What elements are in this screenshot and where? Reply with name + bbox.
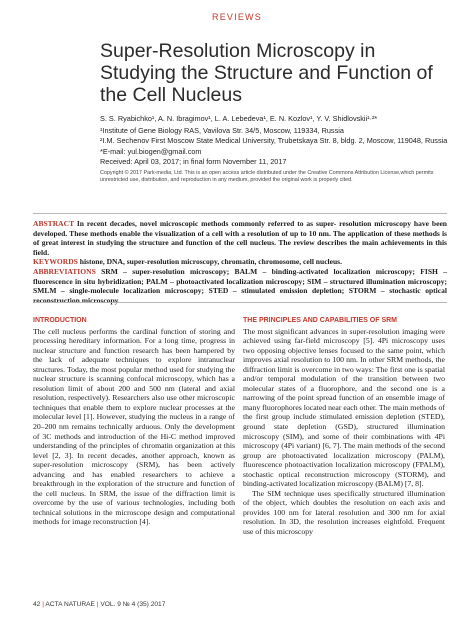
author-list: S. S. Ryabichko¹, A. N. Ibragimov¹, L. A. Lebedeva¹, E. N. Kozlov¹, Y. V. Shidlovskii¹·²*: [100, 114, 378, 123]
journal-name: ACTA NATURAE: [45, 601, 95, 608]
introduction-paragraph: The cell nucleus performs the cardinal function of storing and processing hereditary information. For a long time, progress in nuclear structure and function research has been hampered by the lack of adequate techniques to explore intranuclear structures. Today, the most popular method used for studying the nuclear structure is scanning confocal microscopy, which has a resolution limit of about 200 and 500 nm (lateral and axial resolution, respectively). Researchers also use other microscopic techniques that enable them to explore nuclear processes at the molecular level [1]. However, studying the nucleus in a range of 20–200 nm remains technically arduous. Only the development of 3C methods and introduction of the Hi-C method improved understanding of the principles of chromatin organization at this level [2, 3]. In recent decades, another approach, known as super-resolution microscopy (SRM), has been actively advancing and has enabled researchers to achieve a breakthrough in the exploration of the structure and function of the cell nucleus. In SRM, the issue of the diffraction limit is overcome by the use of various technologies, including both technical solutions in the microscope design and computational methods for image reconstruction [4].: [33, 326, 235, 527]
article-title: Super-Resolution Microscopy in Studying the Structure and Function of the Cell Nucleus: [100, 40, 433, 106]
page-number: 42: [33, 601, 41, 608]
article-metadata: [100, 114, 460, 184]
abstract-text: In recent decades, novel microscopic methods commonly referred to as super- resolution microscopy have been developed. These methods enable the visualization of a cell with a resolution of up to 10 nm. The application of these methods is of great interest in studying the structure and function of the cell nucleus. The review describes the main achievements in this field.: [33, 219, 447, 257]
introduction-heading: INTRODUCTION: [33, 317, 87, 324]
abstract-label: ABSTRACT: [33, 219, 74, 228]
footer-separator-2: |: [96, 601, 99, 608]
keywords: [33, 257, 447, 267]
affiliation-2: ²I.M. Sechenov First Moscow State Medical University, Trubetskaya Str. 8, bldg. 2, Moscow, 119048, Russia: [100, 136, 448, 146]
section-label: REVIEWS: [212, 12, 262, 22]
introduction-column: [33, 316, 235, 527]
top-divider: [33, 213, 447, 214]
footer-separator: |: [42, 601, 44, 608]
affiliation-1: ¹Institute of Gene Biology RAS, Vavilova Str. 34/5, Moscow, 119334, Russia: [100, 125, 344, 135]
principles-column: [243, 316, 445, 537]
received-dates: Received: April 03, 2017; in final form November 11, 2017: [100, 157, 287, 167]
bottom-divider: [33, 302, 447, 303]
copyright-notice: Copyright © 2017 Park-media, Ltd. This is an open access article distributed under the Creative Commons Attribution License,which permits unrestricted use, distribution, and reproduction in any medium, provided the original work is properly cited.: [100, 169, 434, 183]
keywords-label: KEYWORDS: [33, 257, 78, 267]
principles-heading: THE PRINCIPLES AND CAPABILITIES OF SRM: [243, 317, 398, 324]
principles-paragraph-2: The SIM technique uses specifically structured illumination of the object, which doubles the resolution on each axis and provides 100 nm for lateral resolution and 300 nm for axial resolution. In 3D, the resolution increases eightfold. Frequent use of this microscopy: [243, 488, 445, 537]
page-footer: [33, 601, 333, 608]
abstract: [33, 219, 447, 257]
principles-paragraph-1: The most significant advances in super-resolution imaging were achieved using far-field microscopy [5]. 4Pi microscopy uses two opposing objective lenses focused to the same point, which improves axial resolution to 100 nm. In other SRM methods, the diffraction limit is overcome in two ways: The first one is spatial and/or temporal modulation of the transition between two molecular states of a fluorophore, and the second one is a narrowing of the point spread function of an ensemble image of many fluorophores located near each other. The main methods of the first group include stimulated emission depletion (STED), ground state depletion (GSD), structured illumination microscopy (SIM), and some of their combinations with 4Pi microscopy (4Pi variant) [6, 7]. The main methods of the second group are photoactivated localization microscopy (PALM), fluorescence photoactivation localization microscopy (FPALM), stochastic optical reconstruction microscopy (STORM), and binding-activated localization microscopy (BALM) [7, 8].: [243, 326, 445, 489]
issue-info: VOL. 9 № 4 (35) 2017: [100, 601, 166, 608]
abbreviations: [33, 267, 447, 305]
abstract-block: [33, 219, 447, 305]
contact-email: *E-mail: yul.biogen@gmail.com: [100, 146, 202, 156]
abbreviations-label: ABBREVIATIONS: [33, 266, 96, 276]
keywords-text: histone, DNA, super-resolution microscopy, chromatin, chromosome, cell nucleus.: [77, 257, 343, 267]
abbreviations-text: SRM – super-resolution microscopy; BALM – binding-activated localization microscopy; FISH – fluorescence in situ hybridization; PALM – photoactivated localization microscopy; SIM – structured illumination microscopy; SMLM – single-molecule localization microscopy; STED – stimulated emission depletion; STORM – stochastic optical reconstruction microscopy.: [33, 266, 447, 305]
